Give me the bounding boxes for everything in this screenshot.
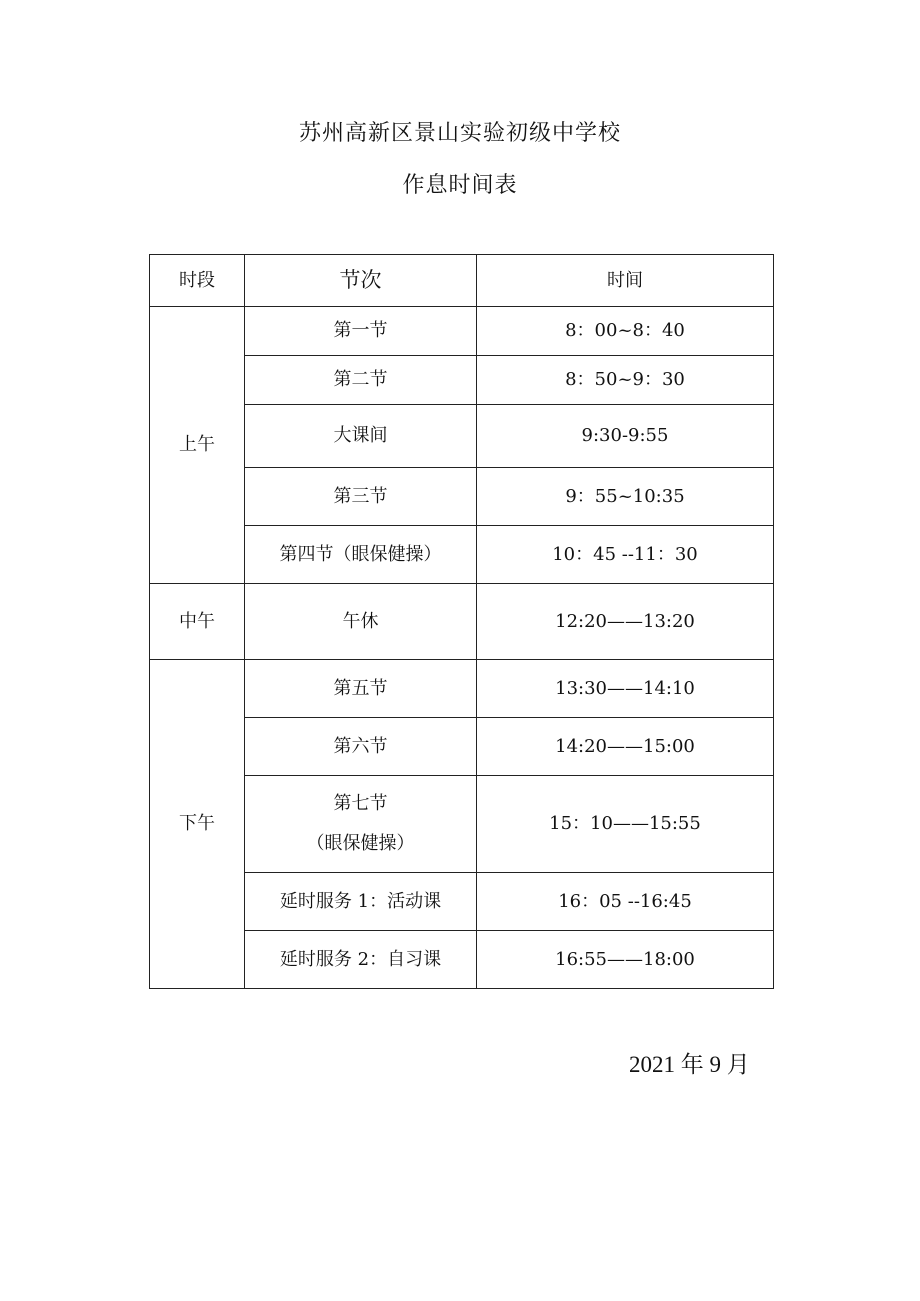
time-cell: 13:30——14:10 bbox=[477, 660, 774, 718]
time-cell: 16：05 --16:45 bbox=[477, 873, 774, 931]
session-cell: 第三节 bbox=[245, 468, 477, 526]
time-cell: 8：00~8：40 bbox=[477, 307, 774, 356]
time-cell: 15：10——15:55 bbox=[477, 776, 774, 873]
session-cell: 第一节 bbox=[245, 307, 477, 356]
period-morning: 上午 bbox=[150, 307, 245, 584]
time-cell: 8：50~9：30 bbox=[477, 356, 774, 405]
time-cell: 9：55~10:35 bbox=[477, 468, 774, 526]
page-title: 作息时间表 bbox=[402, 173, 518, 198]
session-cell bbox=[245, 776, 477, 873]
session-cell: 午休 bbox=[245, 584, 477, 660]
session-label: 第七节 bbox=[333, 793, 388, 815]
session-cell: 大课间 bbox=[245, 405, 477, 468]
header-time: 时间 bbox=[477, 255, 774, 307]
table-row bbox=[150, 660, 774, 718]
table-header-row bbox=[150, 255, 774, 307]
table-row bbox=[150, 307, 774, 356]
session-cell: 延时服务 2：自习课 bbox=[245, 931, 477, 989]
session-note: （眼保健操） bbox=[306, 833, 415, 854]
school-name: 苏州高新区景山实验初级中学校 bbox=[298, 121, 621, 146]
header-period: 时段 bbox=[150, 255, 245, 307]
period-afternoon: 下午 bbox=[150, 660, 245, 989]
time-cell: 16:55——18:00 bbox=[477, 931, 774, 989]
period-noon: 中午 bbox=[150, 584, 245, 660]
time-cell: 12:20——13:20 bbox=[477, 584, 774, 660]
schedule-table bbox=[149, 254, 774, 989]
time-cell: 9:30-9:55 bbox=[477, 405, 774, 468]
session-cell: 第六节 bbox=[245, 718, 477, 776]
session-cell: 第二节 bbox=[245, 356, 477, 405]
time-cell: 14:20——15:00 bbox=[477, 718, 774, 776]
table-row bbox=[150, 584, 774, 660]
header-session: 节次 bbox=[245, 255, 477, 307]
session-cell: 第四节（眼保健操） bbox=[245, 526, 477, 584]
time-cell: 10：45 --11：30 bbox=[477, 526, 774, 584]
session-cell: 延时服务 1：活动课 bbox=[245, 873, 477, 931]
document-date: 2021 年 9 月 bbox=[629, 1052, 750, 1077]
session-cell: 第五节 bbox=[245, 660, 477, 718]
